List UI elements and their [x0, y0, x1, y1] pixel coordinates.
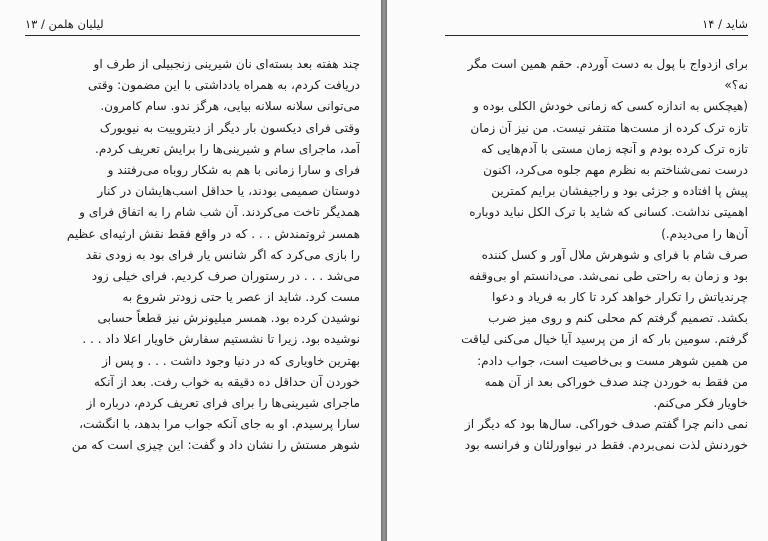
- text-line: دوستان صمیمی بودند، یا حداقل اسب‌هایشان در کنار: [97, 184, 360, 199]
- text-line: (هیچکس به اندازه کسی که زمانی خودش الکلی بوده و: [473, 99, 748, 114]
- text-line: تازه ترک کرده بودم و آنچه زمان مستی با آدم‌هایی که: [481, 141, 748, 156]
- text-line: من همین شوهر مست و بی‌خاصیت است، جواب دادم:: [477, 353, 748, 368]
- text-line: همسر ثروتمندش . . . که در واقع فقط نقش ارثیه‌ای عظیم: [66, 226, 360, 241]
- text-line: وقتی فرای دیکسون بار دیگر از دیتروییت به نیویورک: [99, 120, 360, 135]
- text-line: می‌شد . . . در رستوران صرف کردیم. فرای خیلی زود: [91, 268, 360, 283]
- text-line: گرفتم. سومین بار که از من پرسید آیا خیال می‌کنی لیاقت: [461, 332, 748, 347]
- text-line: آن‌ها را می‌دیدم.): [661, 226, 748, 241]
- text-line: ماجرای شیرینی‌ها را برای فرای تعریف کردم، درباره از: [86, 396, 360, 410]
- text-line: بکشد. تصمیم گرفتم کم محلی کنم و روی میز ضرب: [488, 311, 748, 326]
- text-line: من فقط به خوردن چند صدف خوراکی بعد از آن همه: [484, 374, 748, 389]
- text-line: دریافت کردم، به همراه یادداشتی با این مضمون: وقتی: [87, 78, 360, 93]
- text-line: نه؟»: [724, 78, 748, 93]
- text-line: نوشیده بود. زیرا تا نشستیم سفارش خاویار اعلا داد . . .: [82, 332, 360, 347]
- text-line: خاویار فکر می‌کنم.: [653, 396, 748, 410]
- text-line: درست نمی‌شناختم به نظرم مهم جلوه می‌کرد، اکنون: [483, 162, 748, 177]
- text-line: چند هفته بعد بسته‌ای نان شیرینی زنجبیلی از طرف او: [93, 57, 360, 71]
- text-line: خوردنش لذت نمی‌بردم. فقط در نیواورلئان و فرانسه بود: [464, 438, 748, 453]
- text-line: نمی دانم چرا گفتم صدف خوراکی. سال‌ها بود که دیگر از: [464, 417, 748, 432]
- right-page: [387, 0, 768, 541]
- text-line: چرندیاتش را تکرار خواهد کرد تا کار به فریاد و دعوا: [491, 290, 748, 305]
- text-line: بود و زمان به راحتی طی نمی‌شد. می‌دانستم او بی‌وقفه: [468, 268, 748, 283]
- text-line: را بازی می‌کرد که اگر شانس یار فرای بود به زودی نقد: [85, 247, 360, 262]
- text-line: نوشیدن کرده بود. همسر میلیونرش نیز قطعاً حسابی: [97, 311, 360, 326]
- text-line: همدیگر تاخت می‌کردند. آن شب شام را به اتفاق فرای و: [79, 205, 360, 220]
- left-page-running-head: لیلیان هلمن / ۱۳: [25, 17, 104, 31]
- text-line: صرف شام با فرای و شوهرش ملال آور و کسل کننده: [481, 247, 748, 262]
- text-line: بهترین خاویاری که در دنیا وجود داشت . . . و پس از: [102, 353, 360, 368]
- text-line: پیش پا افتاده و جزئی بود و راجیفشان برایم کمترین: [491, 184, 748, 199]
- right-page-header: [445, 14, 748, 36]
- text-line: فرای و سارا زمانی با هم به شکار روباه می‌رفتند و: [107, 162, 360, 177]
- text-line: شوهر مستش را نشان داد و گفت: این چیزی است که من: [71, 438, 360, 453]
- text-line: تازه ترک کرده از مست‌ها متنفر نیست. من نیز آن زمان: [470, 120, 748, 135]
- text-line: آمد، ماجرای سام و شیرینی‌ها را برایش تعریف کردم.: [94, 141, 360, 156]
- text-line: سارا پرسیدم. او به جای آنکه جواب مرا بدهد، با انگشت،: [79, 417, 360, 432]
- text-line: می‌توانی سلانه سلانه بیایی، هرگز ندو. سام کامرون.: [100, 99, 360, 114]
- left-page-body-text: [25, 54, 360, 457]
- text-line: خوردن آن حداقل ده دقیقه به خواب رفت. بعد از آنکه: [93, 374, 360, 389]
- text-line: مست کرد. شاید از عصر یا حتی زودتر شروع به: [122, 290, 360, 305]
- text-line: اهمیتی نداشت. کسانی که شاید با ترک الکل نباید دوباره: [469, 205, 748, 220]
- right-page-running-head: ۱۴ / شاید: [702, 17, 748, 31]
- text-line: برای ازدواج با پول به دست آوردم. حقم همین است مگر: [467, 57, 748, 71]
- left-page-header: [25, 14, 360, 36]
- left-page: [0, 0, 381, 541]
- right-page-body-text: [445, 54, 748, 457]
